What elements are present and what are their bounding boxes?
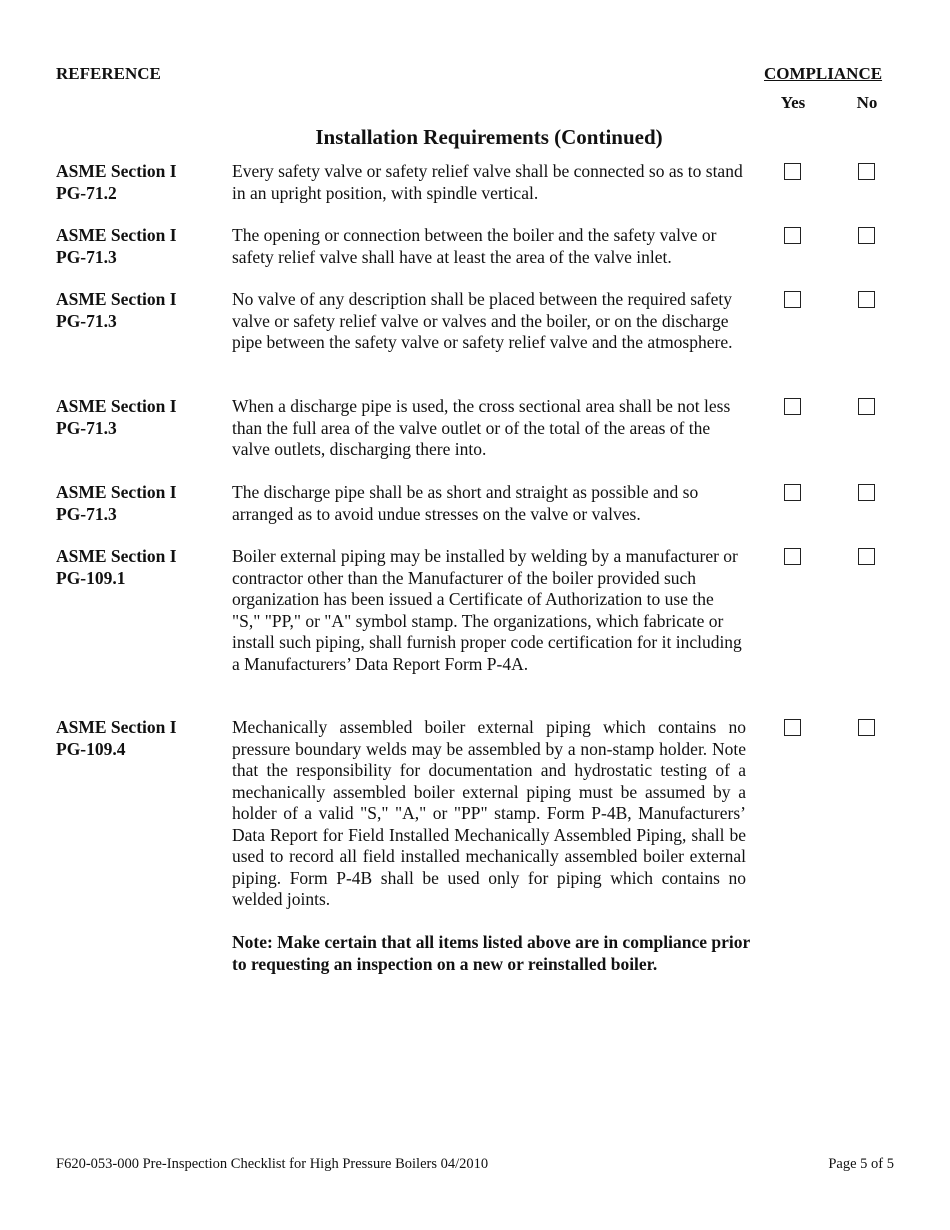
reference-column-header: REFERENCE <box>56 64 161 83</box>
reference-code: ASME Section I <box>56 289 177 309</box>
yes-checkbox[interactable] <box>784 548 801 565</box>
no-checkbox[interactable] <box>858 398 875 415</box>
reference-section: PG-71.3 <box>56 503 117 524</box>
reference-section: PG-71.3 <box>56 310 117 331</box>
reference-code: ASME Section I <box>56 482 177 502</box>
footer-form-id: F620-053-000 Pre-Inspection Checklist for High Pressure Boilers 04/2010 <box>56 1156 489 1172</box>
reference-code: ASME Section I <box>56 161 177 181</box>
requirement-text: The discharge pipe shall be as short and straight as possible and so arranged as to avoid undue stresses on the valve or valves. <box>232 482 699 524</box>
yes-checkbox[interactable] <box>784 719 801 736</box>
no-checkbox[interactable] <box>858 548 875 565</box>
requirement-text: When a discharge pipe is used, the cross sectional area shall be not less than the full area of the valve outlet or of the total of the areas of the valve outlets, discharging there into. <box>232 396 731 459</box>
reference-cell <box>56 289 226 332</box>
reference-cell <box>56 482 226 525</box>
reference-cell <box>56 161 226 204</box>
reference-code: ASME Section I <box>56 546 177 566</box>
no-checkbox[interactable] <box>858 484 875 501</box>
no-checkbox[interactable] <box>858 227 875 244</box>
reference-code: ASME Section I <box>56 225 177 245</box>
reference-section: PG-109.1 <box>56 567 126 588</box>
reference-code: ASME Section I <box>56 396 177 416</box>
no-checkbox[interactable] <box>858 163 875 180</box>
requirement-text: The opening or connection between the boiler and the safety valve or safety relief valve shall have at least the area of the valve inlet. <box>232 225 717 267</box>
requirement-text: No valve of any description shall be placed between the required safety valve or safety relief valve or valves and the boiler, or on the discharge pipe between the safety valve or safety relief valve and the atmosphere. <box>232 289 733 352</box>
yes-checkbox[interactable] <box>784 291 801 308</box>
compliance-note: Note: Make certain that all items listed above are in compliance prior to requesting an inspection on a new or reinstalled boiler. <box>232 932 750 974</box>
footer-page-number: Page 5 of 5 <box>828 1156 894 1172</box>
no-checkbox[interactable] <box>858 291 875 308</box>
requirement-text: Boiler external piping may be installed by welding by a manufacturer or contractor other than the Manufacturer of the boiler provided such organization has been issued a Certificate of Authorization to use the "S," "PP," or "A" symbol stamp. The organizations, which fabricate or install such piping, shall furnish proper code certification for it including a Manufacturers’ Data Report Form P-4A. <box>232 546 742 674</box>
reference-cell <box>56 717 226 760</box>
yes-column-header: Yes <box>780 93 806 112</box>
reference-cell <box>56 546 226 589</box>
section-title: Installation Requirements (Continued) <box>315 125 663 149</box>
yes-checkbox[interactable] <box>784 398 801 415</box>
reference-section: PG-71.3 <box>56 417 117 438</box>
yes-checkbox[interactable] <box>784 227 801 244</box>
yes-checkbox[interactable] <box>784 163 801 180</box>
reference-section: PG-71.3 <box>56 246 117 267</box>
reference-section: PG-109.4 <box>56 738 126 759</box>
compliance-column-header: COMPLIANCE <box>764 64 883 83</box>
reference-code: ASME Section I <box>56 717 177 737</box>
requirement-text: Mechanically assembled boiler external piping which contains no pressure boundary welds may be assembled by a non-stamp holder. Note that the responsibility for documentation and hydrostatic testing of a mechanically assembled boiler external piping must be assumed by a holder of a valid "S," "A," or "PP" stamp. Form P-4B, Manufacturers’ Data Report for Field Installed Mechanically Assembled Piping, shall be used to record all field installed mechanically assembled boiler external piping. Form P-4B shall be used only for piping which contains no welded joints. <box>232 717 746 909</box>
no-checkbox[interactable] <box>858 719 875 736</box>
no-column-header: No <box>856 93 878 112</box>
reference-cell <box>56 225 226 268</box>
requirement-text: Every safety valve or safety relief valve shall be connected so as to stand in an upright position, with spindle vertical. <box>232 161 743 203</box>
reference-cell <box>56 396 226 439</box>
reference-section: PG-71.2 <box>56 182 117 203</box>
yes-checkbox[interactable] <box>784 484 801 501</box>
